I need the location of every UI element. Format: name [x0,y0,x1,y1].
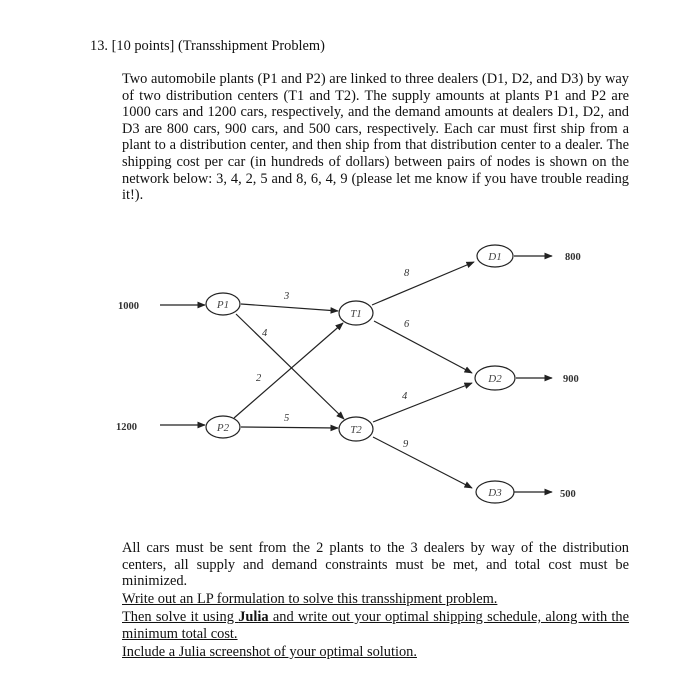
node-t2-label: T2 [350,424,362,436]
node-d1 [477,245,513,267]
node-t1-label: T1 [350,308,362,320]
cost-p1-t2: 4 [262,328,268,339]
node-d2-label: D2 [488,373,502,385]
node-p2 [206,416,240,438]
edge-p1-t1 [241,304,338,311]
problem-requirements: All cars must be sent from the 2 plants to the 3 dealers by way of the distribution centers, all supply and demand constraints must be met, and total cost must be minimized. [122,540,629,590]
node-p2-label: P2 [216,422,230,434]
node-d3 [476,481,514,503]
cost-t1-d2: 6 [404,319,410,330]
task-solve-before: Then solve it using [122,609,239,625]
node-p1 [206,293,240,315]
supply-p2: 1200 [116,422,137,433]
task-solve [122,609,629,642]
cost-t1-d1: 8 [404,268,410,279]
cost-p2-t2: 5 [284,413,290,424]
node-t2 [339,417,373,441]
supply-p1: 1000 [118,301,139,312]
edge-t2-d3 [373,437,472,488]
node-d2 [475,366,515,390]
edge-t2-d2 [373,383,472,422]
edge-p1-t2 [236,314,344,419]
task-formulation: Write out an LP formulation to solve this transshipment problem. [122,591,498,607]
node-d1-label: D1 [488,251,502,263]
cost-p1-t1: 3 [284,291,290,302]
demand-d3: 500 [560,489,576,500]
task-solve-julia: Julia [238,609,269,625]
cost-p2-t1: 2 [256,373,262,384]
edge-p2-t2 [241,427,338,428]
cost-t2-d2: 4 [402,391,408,402]
demand-d1: 800 [565,252,581,263]
problem-heading: 13. [10 points] (Transshipment Problem) [90,38,325,54]
node-p1-label: P1 [216,299,230,311]
cost-t2-d3: 9 [403,439,409,450]
edge-t1-d2 [374,321,472,373]
node-d3-label: D3 [488,487,502,499]
node-t1 [339,301,373,325]
edge-p2-t1 [234,323,343,418]
problem-intro: Two automobile plants (P1 and P2) are linked to three dealers (D1, D2, and D3) by way of two distribution centers (T1 and T2). The supply amounts at plants P1 and P2 are 1000 cars and 1200 cars, respectively, and the demand amounts at dealers D1, D2, and D3 are 800 cars, 900 cars, and 500 cars, respectively. Each car must first ship from a plant to a distribution center, and then ship from that distribution center to a dealer. The shipping cost per car (in hundreds of dollars) between pairs of nodes is shown on the network below: 3, 4, 2, 5 and 8, 6, 4, 9 (please let me know if you have trouble reading it!). [122,71,629,204]
demand-d2: 900 [563,374,579,385]
task-screenshot: Include a Julia screenshot of your optimal solution. [122,644,417,660]
task-solve-after: and write out your optimal shipping schedule, along with the minimum total cost. [122,609,629,642]
edge-t1-d1 [372,262,474,305]
